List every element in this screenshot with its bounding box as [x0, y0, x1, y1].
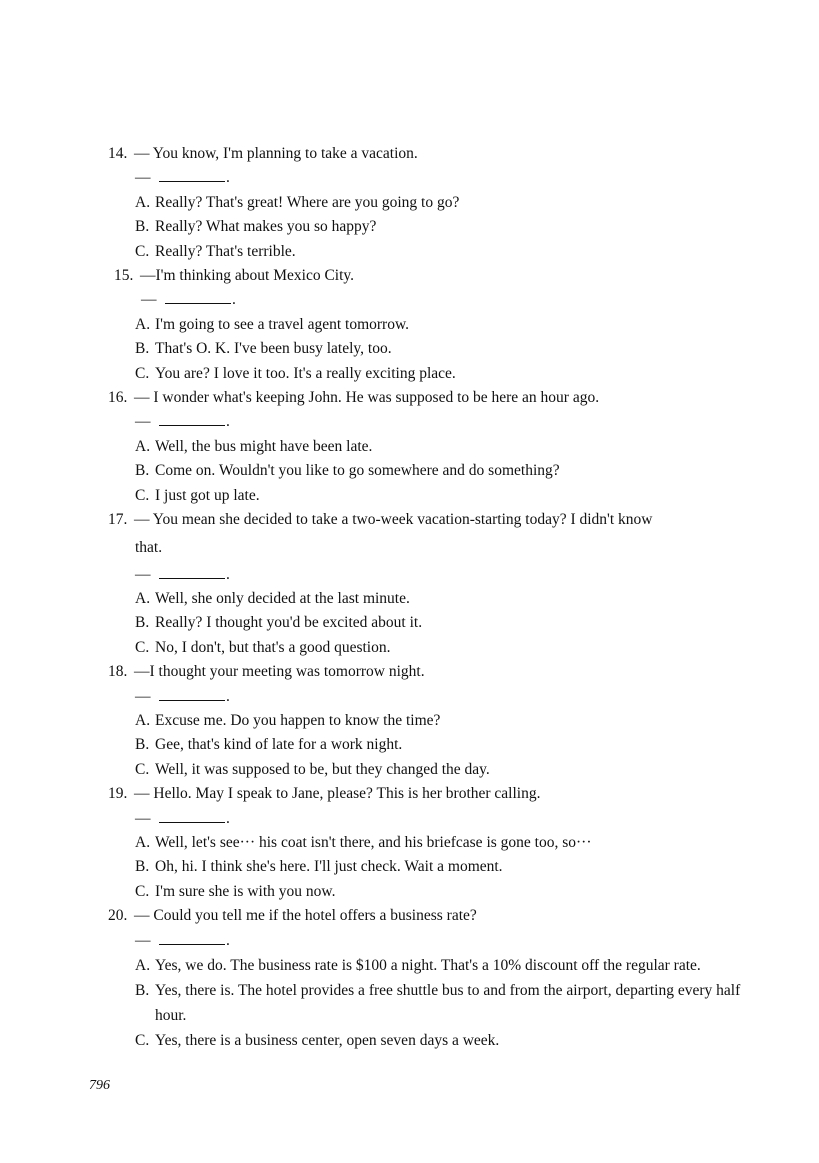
option-text: Oh, hi. I think she's here. I'll just check. Wait a moment. [155, 858, 503, 876]
option-letter: C. [135, 760, 150, 778]
question-17 [108, 508, 758, 660]
options-list [108, 953, 758, 1053]
option-text: Yes, there is a business center, open seven days a week. [155, 1032, 500, 1049]
answer-blank [159, 411, 225, 426]
blank-period: . [226, 809, 230, 827]
options-list [108, 587, 758, 660]
question-stem-text: — You mean she decided to take a two-week vacation-starting today? I didn't know [134, 511, 653, 529]
dash: — [135, 169, 151, 187]
blank-period: . [226, 169, 230, 187]
option-letter: A. [135, 315, 151, 333]
dash: — [135, 565, 151, 583]
answer-blank [159, 808, 225, 823]
option-letter: B. [135, 218, 150, 236]
question-number: 18. [108, 663, 128, 681]
option-c [135, 240, 758, 264]
page-number: 796 [89, 1078, 110, 1093]
dash: — [135, 413, 151, 431]
question-number: 16. [108, 389, 128, 407]
question-number: 19. [108, 785, 128, 803]
question-number: 14. [108, 145, 128, 162]
option-letter: B. [135, 982, 150, 999]
question-16 [108, 386, 758, 508]
answer-blank [159, 686, 225, 701]
blank-period: . [226, 687, 230, 705]
option-letter: A. [135, 833, 151, 851]
option-letter: B. [135, 736, 150, 754]
option-letter: C. [135, 638, 150, 656]
option-text: Well, it was supposed to be, but they changed the day. [155, 760, 490, 778]
option-b [135, 215, 758, 239]
option-c [135, 362, 758, 386]
blank-period: . [226, 565, 230, 583]
option-text: Really? I thought you'd be excited about it. [155, 614, 423, 632]
option-letter: C. [135, 242, 150, 260]
answer-blank [165, 289, 231, 304]
dash: — [135, 687, 151, 705]
option-b [135, 733, 758, 757]
question-15 [114, 264, 758, 386]
option-letter: A. [135, 437, 151, 455]
question-stem-text: — I wonder what's keeping John. He was supposed to be here an hour ago. [134, 389, 600, 407]
dash: — [135, 809, 151, 827]
question-stem-text: — Hello. May I speak to Jane, please? This is her brother calling. [134, 785, 541, 803]
option-b [135, 611, 758, 635]
question-stem [114, 264, 758, 288]
question-19 [108, 782, 758, 904]
option-text: Really? That's terrible. [155, 242, 296, 260]
option-c [135, 636, 758, 660]
answer-blank-line [108, 166, 758, 190]
question-number: 20. [108, 907, 128, 925]
option-a [135, 831, 758, 855]
question-stem [108, 386, 758, 410]
option-text: I just got up late. [155, 486, 260, 504]
question-stem [108, 508, 758, 532]
question-stem-text: — You know, I'm planning to take a vacation. [134, 145, 418, 162]
option-b [135, 337, 758, 361]
option-letter: B. [135, 340, 150, 358]
answer-blank-line [114, 288, 758, 312]
option-letter: C. [135, 1032, 150, 1049]
option-letter: C. [135, 486, 150, 504]
question-14 [108, 142, 758, 264]
answer-blank [159, 564, 225, 579]
options-list [114, 313, 758, 386]
option-c [135, 758, 758, 782]
option-text: Really? That's great! Where are you going to go? [155, 193, 460, 211]
dash: — [135, 931, 151, 949]
question-20 [108, 904, 758, 1053]
option-text: Excuse me. Do you happen to know the time? [155, 711, 441, 729]
question-stem-text: —I'm thinking about Mexico City. [140, 267, 355, 285]
option-text: Yes, there is. The hotel provides a free shuttle bus to and from the airport, departing every half hour. [155, 982, 741, 1024]
option-letter: A. [135, 193, 151, 211]
option-c [135, 880, 758, 904]
question-stem-continued: that. [135, 538, 163, 556]
answer-blank-line [108, 685, 758, 709]
question-stem [108, 782, 758, 806]
options-list [108, 435, 758, 508]
answer-blank-line [108, 807, 758, 831]
answer-blank [159, 167, 225, 182]
options-list [108, 831, 758, 904]
question-number: 15. [114, 267, 134, 285]
answer-blank-line [108, 563, 758, 587]
blank-period: . [226, 413, 230, 431]
option-letter: C. [135, 882, 150, 900]
option-letter: B. [135, 614, 150, 632]
question-stem [108, 904, 758, 928]
option-text: Well, the bus might have been late. [155, 437, 373, 455]
option-text: Well, she only decided at the last minute. [155, 589, 410, 607]
option-b [135, 459, 758, 483]
question-stem [108, 660, 758, 684]
option-letter: A. [135, 957, 151, 974]
option-letter: B. [135, 858, 150, 876]
options-list [108, 709, 758, 782]
option-text: Well, let's see··· his coat isn't there, and his briefcase is gone too, so··· [155, 833, 592, 851]
blank-period: . [232, 291, 236, 309]
question-stem-text: —I thought your meeting was tomorrow night. [134, 663, 425, 681]
option-letter: A. [135, 711, 151, 729]
question-18 [108, 660, 758, 782]
question-list [108, 142, 758, 1053]
option-text: Gee, that's kind of late for a work night. [155, 736, 403, 754]
option-letter: A. [135, 589, 151, 607]
question-stem [108, 142, 758, 166]
options-list [108, 191, 758, 264]
option-a [135, 587, 758, 611]
option-text: That's O. K. I've been busy lately, too. [155, 340, 392, 358]
option-text: I'm going to see a travel agent tomorrow. [155, 315, 410, 333]
option-text: Really? What makes you so happy? [155, 218, 377, 236]
answer-blank-line [108, 410, 758, 434]
option-a [135, 313, 758, 337]
option-a [135, 709, 758, 733]
option-c [135, 1028, 758, 1053]
option-a [135, 191, 758, 215]
option-b [135, 855, 758, 879]
dash: — [141, 291, 157, 309]
option-text: No, I don't, but that's a good question. [155, 638, 391, 656]
option-b [135, 978, 758, 1028]
option-text: I'm sure she is with you now. [155, 882, 336, 900]
question-stem-text: — Could you tell me if the hotel offers a business rate? [134, 907, 477, 925]
option-a [135, 953, 758, 978]
option-a [135, 435, 758, 459]
answer-blank-line [108, 929, 758, 953]
question-number: 17. [108, 511, 128, 529]
answer-blank [159, 930, 225, 945]
option-letter: C. [135, 364, 150, 382]
option-letter: B. [135, 462, 150, 480]
blank-period: . [226, 931, 230, 949]
option-text: Yes, we do. The business rate is $100 a night. That's a 10% discount off the regular rate. [155, 957, 701, 974]
option-text: You are? I love it too. It's a really exciting place. [155, 364, 456, 382]
option-text: Come on. Wouldn't you like to go somewhere and do something? [155, 462, 560, 480]
option-c [135, 484, 758, 508]
